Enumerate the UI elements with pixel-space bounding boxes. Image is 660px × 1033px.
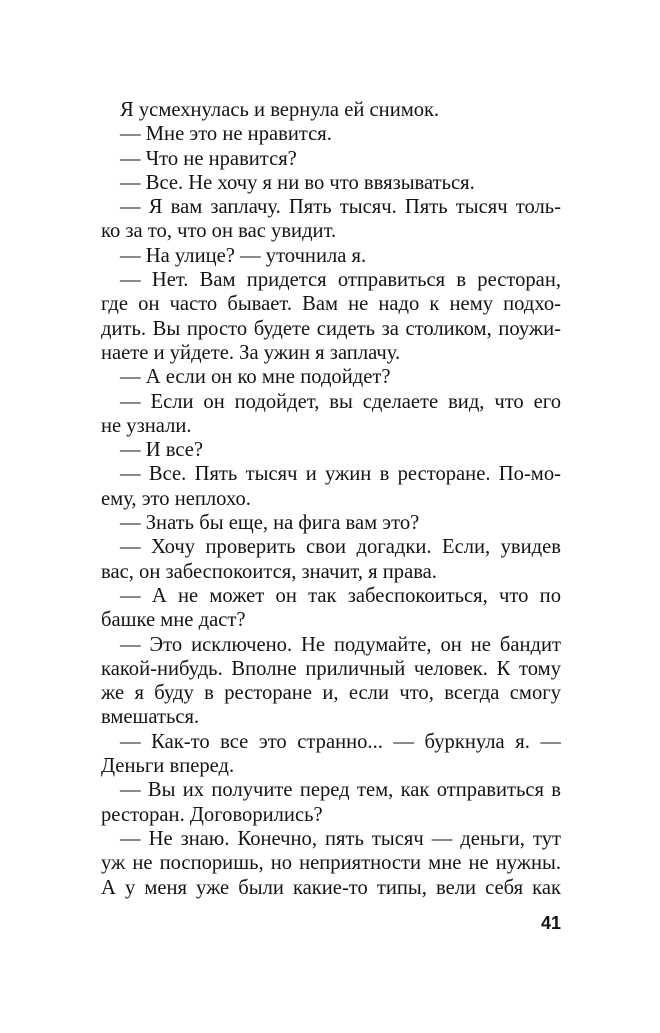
- text-line: ему, это неплохо.: [101, 487, 251, 510]
- text-line: — Знать бы еще, на фига вам это?: [120, 512, 420, 535]
- body-text: [101, 98, 561, 900]
- text-line: какой-нибудь. Вполне приличный человек. К тому: [101, 657, 561, 680]
- text-line: дить. Вы просто будете сидеть за столиком, поужи-: [101, 317, 561, 340]
- text-line: — И все?: [120, 439, 204, 462]
- text-line: уж не поспоришь, но неприятности мне не нужны.: [101, 852, 561, 875]
- text-line: А у меня уже были какие-то типы, вели себя как: [101, 876, 561, 899]
- text-line: наете и уйдете. За ужин я заплачу.: [101, 341, 401, 364]
- text-line: — Не знаю. Конечно, пять тысяч — деньги, тут: [120, 827, 561, 850]
- text-line: Я усмехнулась и вернула ей снимок.: [120, 99, 440, 121]
- text-line: вас, он забеспокоится, значит, я права.: [101, 560, 437, 583]
- text-line: ресторан. Договорились?: [101, 803, 323, 826]
- text-line: — Нет. Вам придется отправиться в ресторан,: [120, 269, 561, 292]
- text-line: — Я вам заплачу. Пять тысяч. Пять тысяч толь-: [120, 196, 561, 219]
- text-line: же я буду в ресторане и, если что, всегда смогу: [101, 682, 561, 705]
- text-line: ко за то, что он вас увидит.: [101, 220, 337, 243]
- text-line: — Все. Не хочу я ни во что ввязываться.: [120, 171, 475, 194]
- text-line: не узнали.: [101, 414, 192, 437]
- text-line: — Это исключено. Не подумайте, он не бандит: [120, 633, 561, 656]
- text-line: — Мне это не нравится.: [120, 123, 332, 146]
- text-line: — А если он ко мне подойдет?: [120, 366, 391, 389]
- text-line: башке мне даст?: [101, 609, 246, 632]
- text-line: — А не может он так забеспокоиться, что по: [120, 584, 561, 607]
- text-line: — Если он подойдет, вы сделаете вид, что его: [120, 390, 561, 413]
- text-line: — Вы их получите перед тем, как отправиться в: [120, 779, 561, 802]
- page-number: 41: [540, 913, 561, 933]
- text-line: где он часто бывает. Вам не надо к нему подхо-: [101, 293, 561, 316]
- text-line: — Как-то все это странно... — буркнула я. —: [120, 730, 561, 753]
- text-line: — Что не нравится?: [120, 147, 297, 170]
- text-line: вмешаться.: [101, 706, 200, 729]
- text-line: — Хочу проверить свои догадки. Если, увидев: [120, 536, 561, 559]
- text-line: — Все. Пять тысяч и ужин в ресторане. По-мо-: [120, 463, 561, 486]
- text-line: — На улице? — уточнила я.: [120, 244, 367, 267]
- text-line: Деньги вперед.: [101, 755, 235, 778]
